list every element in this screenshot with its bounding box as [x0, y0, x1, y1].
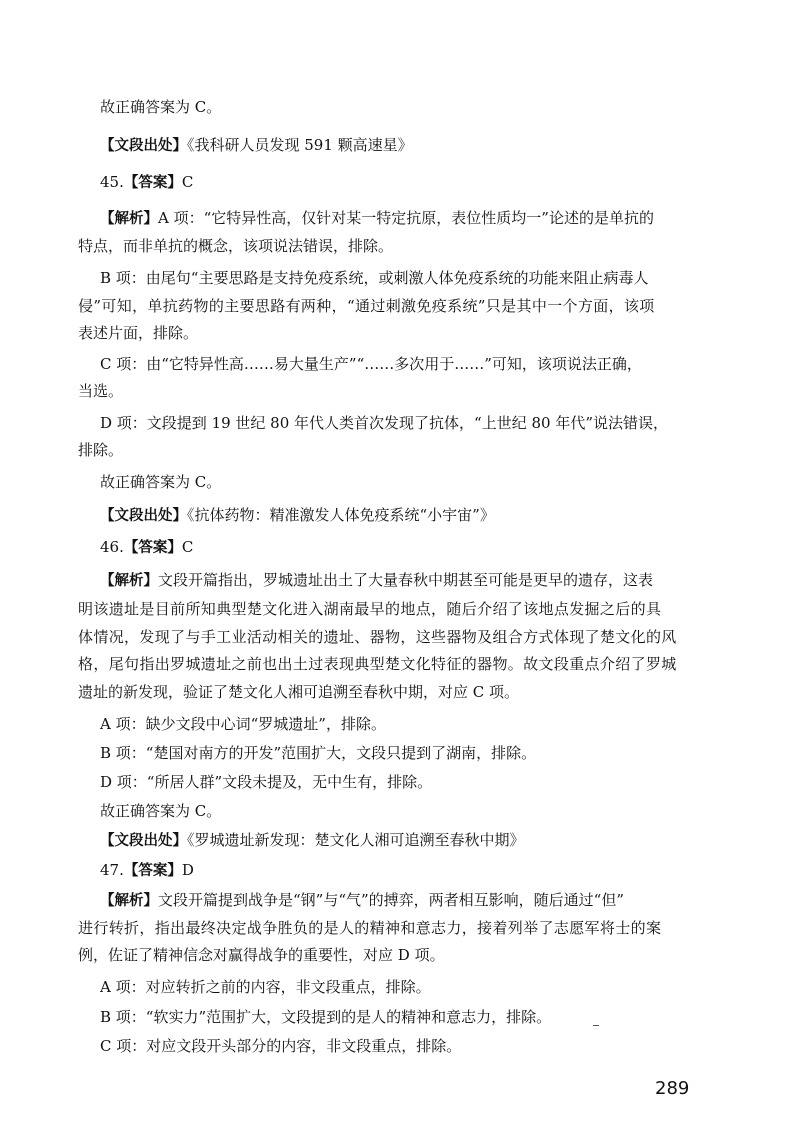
answer-heading: [100, 172, 193, 193]
analysis-tag: 【解析】: [100, 211, 158, 227]
text-line: 进行转折，指出最终决定战争胜负的是人的精神和意志力，接着列举了志愿军将士的案: [78, 919, 662, 937]
source-tag: 【文段出处】: [100, 508, 187, 524]
analysis-text: 文段开篇指出，罗城遗址出土了大量春秋中期甚至可能是更早的遗存，这表: [158, 571, 654, 589]
page-number: 289: [655, 1078, 690, 1099]
answer-tag: 【答案】: [123, 540, 182, 556]
analysis-line: [100, 890, 624, 911]
answer-value: D: [181, 861, 194, 879]
text-line: 遗址的新发现，验证了楚文化人湘可追溯至春秋中期，对应 C 项。: [78, 683, 520, 701]
source-title: 《罗城遗址新发现：楚文化人湘可追溯至春秋中期》: [187, 831, 525, 849]
text-line: 故正确答案为 C。: [100, 473, 222, 491]
analysis-line: [100, 208, 654, 229]
analysis-line: [100, 570, 653, 591]
text-line: C 项：由“它特异性高……易大量生产”“……多次用于……”可知，该项说法正确，: [100, 355, 642, 373]
text-line: C 项：对应文段开头部分的内容，非文段重点，排除。: [100, 1037, 462, 1055]
source-tag: 【文段出处】: [100, 138, 187, 154]
answer-heading: [100, 537, 193, 558]
text-line: 例，佐证了精神信念对赢得战争的重要性，对应 D 项。: [78, 946, 445, 964]
analysis-text: 文段开篇提到战争是“钢”与“气”的搏弈，两者相互影响，随后通过“但”: [158, 891, 625, 909]
analysis-tag: 【解析】: [100, 893, 158, 909]
source-line: [100, 505, 495, 526]
stray-mark: [593, 1025, 599, 1026]
text-line: D 项：“所居人群”文段未提及，无中生有，排除。: [100, 773, 433, 791]
text-line: 格，尾句指出罗城遗址之前也出土过表现典型楚文化特征的器物。故文段重点介绍了罗城: [78, 655, 677, 673]
analysis-tag: 【解析】: [100, 573, 158, 589]
source-title: 《我科研人员发现 591 颗高速星》: [187, 136, 413, 154]
source-line: [100, 135, 413, 156]
text-line: 明该遗址是目前所知典型楚文化进入湖南最早的地点，随后介绍了该地点发掘之后的具: [78, 600, 662, 618]
question-number: 46.: [100, 538, 124, 556]
text-line: B 项：由尾句“主要思路是支持免疫系统，或刺激人体免疫系统的功能来阻止病毒人: [100, 269, 649, 287]
text-line: 排除。: [78, 441, 124, 459]
answer-heading: [100, 860, 194, 881]
text-line: 体情况，发现了与手工业活动相关的遗址、器物，这些器物及组合方式体现了楚文化的风: [78, 628, 677, 646]
analysis-text: A 项：“它特异性高，仅针对某一特定抗原，表位性质均一”论述的是单抗的: [158, 209, 654, 227]
text-line: B 项：“软实力”范围扩大，文段提到的是人的精神和意志力，排除。: [100, 1008, 552, 1026]
text-line: A 项：对应转折之前的内容，非文段重点，排除。: [100, 978, 431, 996]
answer-value: C: [181, 538, 194, 556]
answer-value: C: [181, 173, 194, 191]
answer-tag: 【答案】: [123, 863, 182, 879]
question-number: 45.: [100, 173, 124, 191]
text-line: 故正确答案为 C。: [100, 802, 222, 820]
text-line: 特点，而非单抗的概念，该项说法错误，排除。: [78, 237, 394, 255]
question-number: 47.: [100, 861, 124, 879]
text-line: 当选。: [78, 382, 124, 400]
source-title: 《抗体药物：精准激发人体免疫系统“小宇宙”》: [187, 506, 495, 524]
text-line: 表述片面，排除。: [78, 324, 199, 342]
text-line: D 项：文段提到 19 世纪 80 年代人类首次发现了抗体，“上世纪 80 年代”说法错误，: [100, 414, 669, 432]
source-line: [100, 830, 525, 851]
text-line: B 项：“楚国对南方的开发”范围扩大，文段只提到了湖南，排除。: [100, 744, 537, 762]
text-line: 故正确答案为 C。: [100, 98, 222, 116]
text-line: 侵”可知，单抗药物的主要思路有两种，“通过刺激免疫系统”只是其中一个方面，该项: [78, 297, 655, 315]
answer-tag: 【答案】: [123, 175, 182, 191]
text-line: A 项：缺少文段中心词“罗城遗址”，排除。: [100, 715, 386, 733]
source-tag: 【文段出处】: [100, 833, 187, 849]
